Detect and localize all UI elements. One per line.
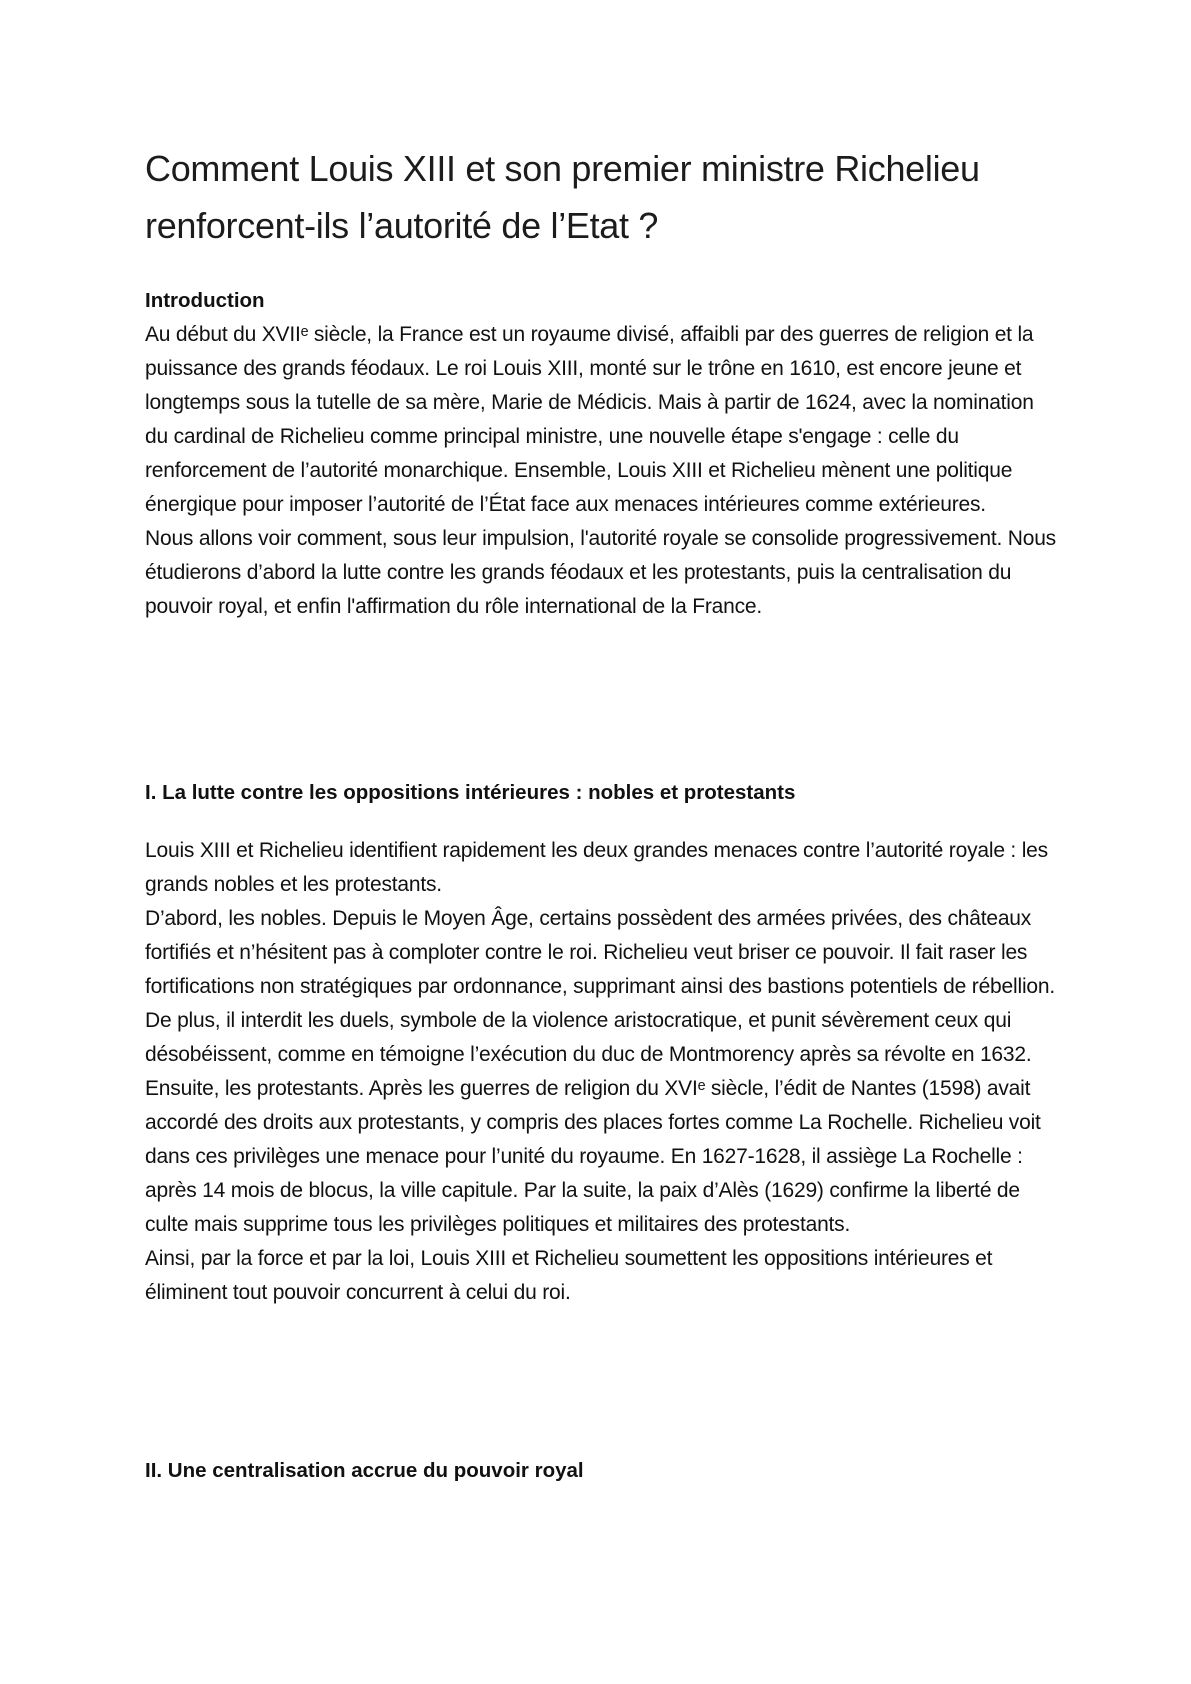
introduction-body bbox=[145, 318, 1060, 624]
introduction-heading: Introduction bbox=[145, 289, 265, 312]
introduction-paragraph-1: Au début du XVIIᵉ siècle, la France est un royaume divisé, affaibli par des guerres de religion et la puissance des grands féodaux. Le roi Louis XIII, monté sur le trône en 1610, est encore jeune et longtemps sous la tutelle de sa mère, Marie de Médicis. Mais à partir de 1624, avec la nomination du cardinal de Richelieu comme principal ministre, une nouvelle étape s'engage : celle du renforcement de l’autorité monarchique. Ensemble, Louis XIII et Richelieu mènent une politique énergique pour imposer l’autorité de l’État face aux menaces intérieures comme extérieures. bbox=[145, 323, 1034, 516]
document-title: Comment Louis XIII et son premier ministre Richelieu renforcent-ils l’autorité de l’Etat ? bbox=[145, 148, 980, 246]
section-1-paragraph-4: Ainsi, par la force et par la loi, Louis XIII et Richelieu soumettent les oppositions intérieures et éliminent tout pouvoir concurrent à celui du roi. bbox=[145, 1247, 993, 1304]
section-1-paragraph-3: Ensuite, les protestants. Après les guerres de religion du XVIᵉ siècle, l’édit de Nantes (1598) avait accordé des droits aux protestants, y compris des places fortes comme La Rochelle. Richelieu voit dans ces privilèges une menace pour l’unité du royaume. En 1627-1628, il assiège La Rochelle : après 14 mois de blocus, la ville capitule. Par la suite, la paix d’Alès (1629) confirme la liberté de culte mais supprime tous les privilèges politiques et militaires des protestants. bbox=[145, 1077, 1041, 1236]
section-1-body bbox=[145, 834, 1060, 1310]
section-2-heading: II. Une centralisation accrue du pouvoir royal bbox=[145, 1459, 584, 1482]
section-1-paragraph-2: D’abord, les nobles. Depuis le Moyen Âge, certains possèdent des armées privées, des châteaux fortifiés et n’hésitent pas à comploter contre le roi. Richelieu veut briser ce pouvoir. Il fait raser les fortifications non stratégiques par ordonnance, supprimant ainsi des bastions potentiels de rébellion. De plus, il interdit les duels, symbole de la violence aristocratique, et punit sévèrement ceux qui désobéissent, comme en témoigne l’exécution du duc de Montmorency après sa révolte en 1632. bbox=[145, 907, 1055, 1066]
section-1-paragraph-1: Louis XIII et Richelieu identifient rapidement les deux grandes menaces contre l’autorité royale : les grands nobles et les protestants. bbox=[145, 839, 1048, 896]
introduction-paragraph-2: Nous allons voir comment, sous leur impulsion, l'autorité royale se consolide progressivement. Nous étudierons d’abord la lutte contre les grands féodaux et les protestants, puis la centralisation du pouvoir royal, et enfin l'affirmation du rôle international de la France. bbox=[145, 527, 1056, 618]
document-page bbox=[145, 140, 1060, 1482]
section-1-heading: I. La lutte contre les oppositions intérieures : nobles et protestants bbox=[145, 781, 796, 804]
